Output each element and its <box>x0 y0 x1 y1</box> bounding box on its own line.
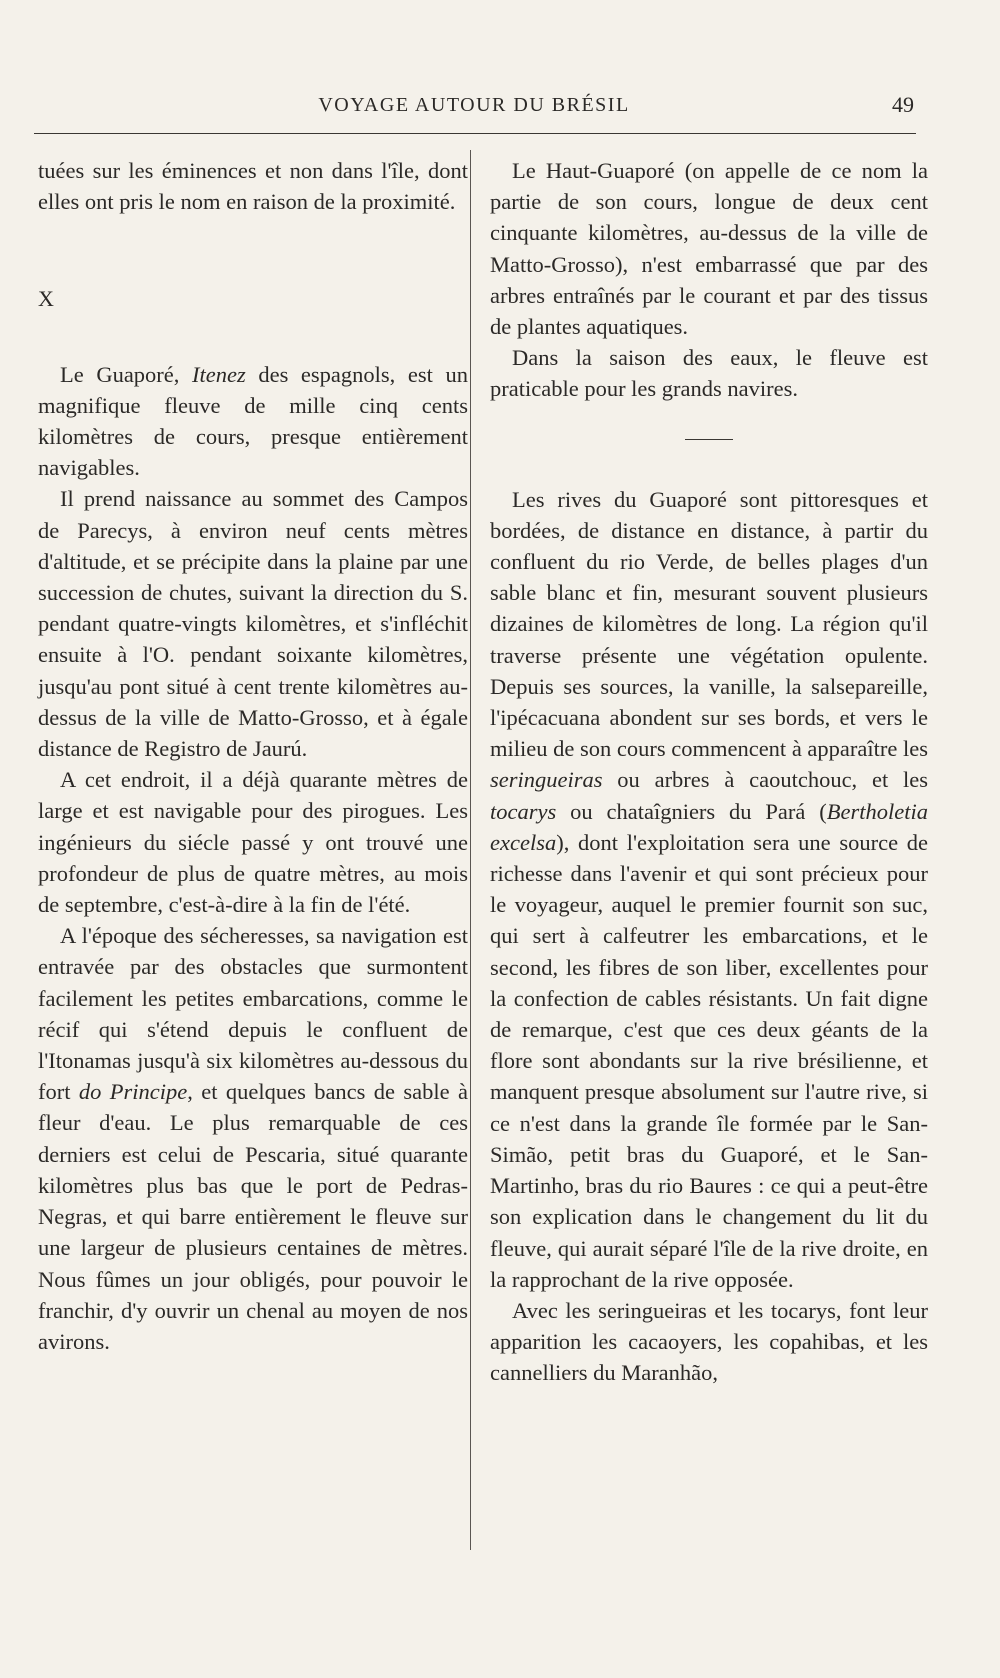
column-divider <box>470 150 471 1550</box>
page-number: 49 <box>892 92 914 117</box>
header-rule <box>34 133 916 134</box>
paragraph: A l'époque des sécheresses, sa navigation est entravée par des obstacles que surmontent facilement les petites embarcations, comme le récif qui s'étend depuis le confluent de l'Itonamas jusqu'à six kilomètres au-dessous du fort do Principe, et quelques bancs de sable à fleur d'eau. Le plus remarquable de ces derniers est celui de Pescaria, situé quarante kilomètres plus bas que le port de Pedras-Negras, et qui barre entièrement le fleuve sur une largeur de plusieurs centaines de mètres. Nous fûmes un jour obligés, pour pouvoir le franchir, d'y ouvrir un chenal au moyen de nos avirons. <box>38 923 468 1354</box>
running-title: VOYAGE AUTOUR DU BRÉSIL <box>318 94 630 116</box>
section-number: X <box>38 286 55 312</box>
paragraph: A cet endroit, il a déjà quarante mètres de large et est navigable pour des pirogues. Les ingénieurs du siécle passé y ont trouvé une profondeur de plus de quatre mètres, au mois de septembre, c'est-à-dire à la fin de l'été. <box>38 767 468 918</box>
section-rule <box>685 439 733 440</box>
right-column <box>490 155 928 1389</box>
paragraph: Le Haut-Guaporé (on appelle de ce nom la partie de son cours, longue de deux cent cinquante kilomètres, au-dessus de la ville de Matto-Grosso), n'est embarrassé que par des arbres entraînés par le courant et par des tissus de plantes aquatiques. <box>490 158 928 340</box>
left-column <box>38 155 468 1357</box>
paragraph: Le Guaporé, Itenez des espagnols, est un magnifique fleuve de mille cinq cents kilomètres de cours, presque entièrement navigables. <box>38 361 468 481</box>
paragraph: Les rives du Guaporé sont pittoresques et bordées, de distance en distance, à partir du confluent du rio Verde, de belles plages d'un sable blanc et fin, mesurant souvent plusieurs dizaines de kilomètres de long. La région qu'il traverse présente une végétation opulente. Depuis ses sources, la vanille, la salsepareille, l'ipécacuana abondent sur ses bords, et vers le milieu de son cours commencent à apparaître les seringueiras ou arbres à caoutchouc, et les tocarys ou chataîgniers du Pará (Bertholetia excelsa), dont l'exploitation sera une source de richesse dans l'avenir et qui sont précieux pour le voyageur, auquel le premier fournit son suc, qui sert à calfeutrer les embarcations, et le second, les fibres de son liber, excellentes pour la confection de cables résistants. Un fait digne de remarque, c'est que ces deux géants de la flore sont abondants sur la rive brésilienne, et manquent presque absolument sur l'autre rive, si ce n'est dans la grande île formée par le San-Simão, petit bras du Guaporé, et le San-Martinho, bras du rio Baures : ce qui a peut-être son explication dans le changement du lit du fleuve, qui aurait séparé l'île de la rive droite, en la rapprochant de la rive opposée. <box>490 486 928 1292</box>
paragraph: Dans la saison des eaux, le fleuve est praticable pour les grands navires. <box>490 345 928 402</box>
paragraph: Il prend naissance au sommet des Campos de Parecys, à environ neuf cents mètres d'altitude, et se précipite dans la plaine par une succession de chutes, suivant la direction du S. pendant quatre-vingts kilomètres, et s'infléchit ensuite à l'O. pendant soixante kilomètres, jusqu'au pont situé à cent trente kilomètres au-dessus de la ville de Matto-Grosso, et à égale distance de Registro de Jaurú. <box>38 486 468 762</box>
running-header <box>34 88 914 128</box>
paragraph: tuées sur les éminences et non dans l'île, dont elles ont pris le nom en raison de la proximité. <box>38 158 468 215</box>
paragraph: Avec les seringueiras et les tocarys, font leur apparition les cacaoyers, les copahibas, et les cannelliers du Maranhão, <box>490 1297 928 1386</box>
